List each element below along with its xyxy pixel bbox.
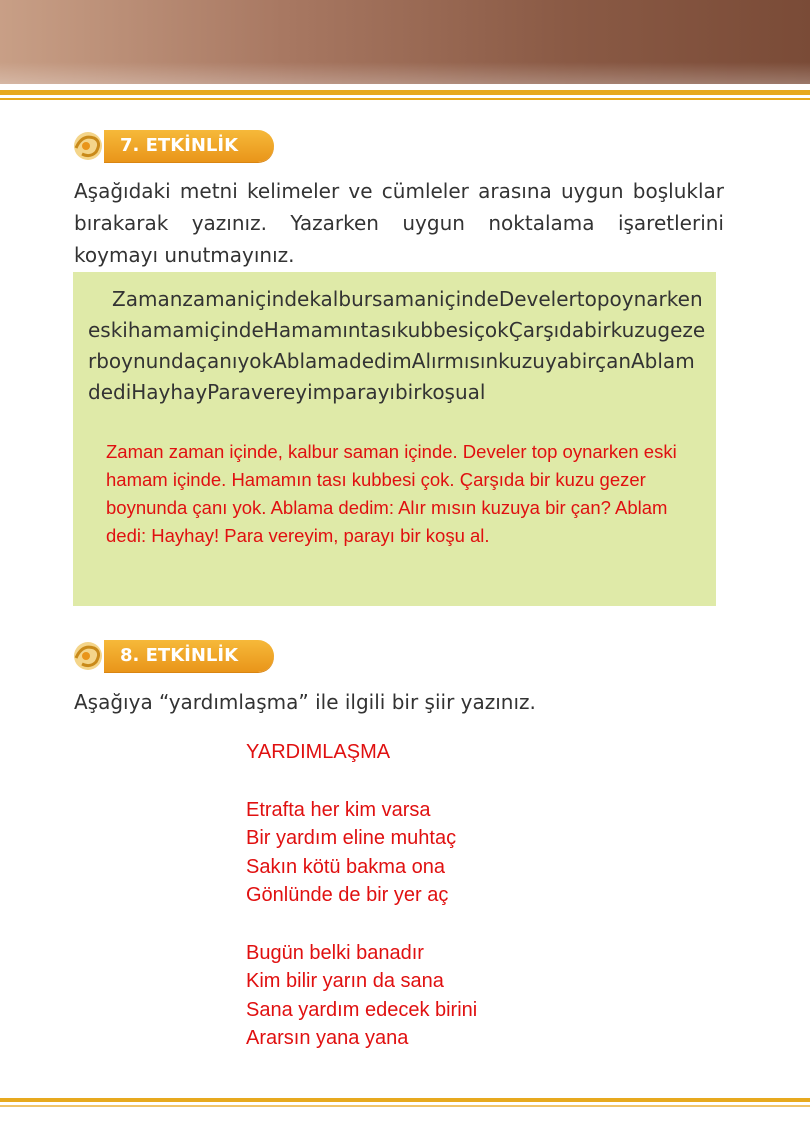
- header-rule: [0, 90, 810, 95]
- handwritten-answer: Zaman zaman içinde, kalbur saman içinde. Develer top oynarken eski hamam içinde. Hamamın tası kubbesi çok. Çarşıda bir kuzu gezer boynunda çanı yok. Ablama dedim: Alır mısın kuzuya bir çan? Ablam dedi: Hayhay! Para vereyim, parayı bir koşu al.: [106, 441, 677, 546]
- activity-7-instruction: Aşağıdaki metni kelimeler ve cümleler arasına uygun boşluklar bırakarak yazınız. Yazarken uygun noktalama işaretlerini koymayı unutmayınız.: [74, 179, 724, 267]
- poem-line: Bugün belki banadır: [246, 941, 424, 964]
- poem: [246, 738, 666, 1053]
- activity-8-label: 8. ETKİNLİK: [104, 640, 274, 672]
- activity-7-label: 7. ETKİNLİK: [104, 130, 274, 162]
- poem-line: Sakın kötü bakma ona: [246, 855, 446, 878]
- poem-line: Gönlünde de bir yer aç: [246, 884, 449, 906]
- activity-7-banner: [66, 128, 274, 164]
- poem-line: Kim bilir yarın da sana: [246, 970, 444, 992]
- footer-rule: [0, 1098, 810, 1102]
- pencil-swirl-icon: [66, 638, 110, 674]
- poem-title: YARDIMLAŞMA: [246, 741, 391, 763]
- poem-line: Ararsın yana yana: [246, 1027, 409, 1049]
- footer-rule-thin: [0, 1105, 810, 1107]
- poem-line: Sana yardım edecek birini: [246, 998, 478, 1021]
- header-band-shade: [0, 62, 810, 84]
- activity-8-banner: [66, 638, 274, 674]
- poem-line: Etrafta her kim varsa: [246, 798, 431, 821]
- poem-line: Bir yardım eline muhtaç: [246, 827, 457, 849]
- pencil-swirl-icon: [66, 128, 110, 164]
- run-on-text: ZamanzamaniçindekalbursamaniçindeDevelertopoynarkeneskihamamiçindeHamamıntasıkubbesiçokÇarşıdabirkuzugezerboynundaçanıyokAblamadedimAlırmısınkuzuyabirçanAblamdediHayhayParavereyimparayıbirkoşual: [88, 287, 706, 404]
- header-rule-thin: [0, 98, 810, 100]
- activity-8-instruction: Aşağıya “yardımlaşma” ile ilgili bir şiir yazınız.: [74, 690, 536, 714]
